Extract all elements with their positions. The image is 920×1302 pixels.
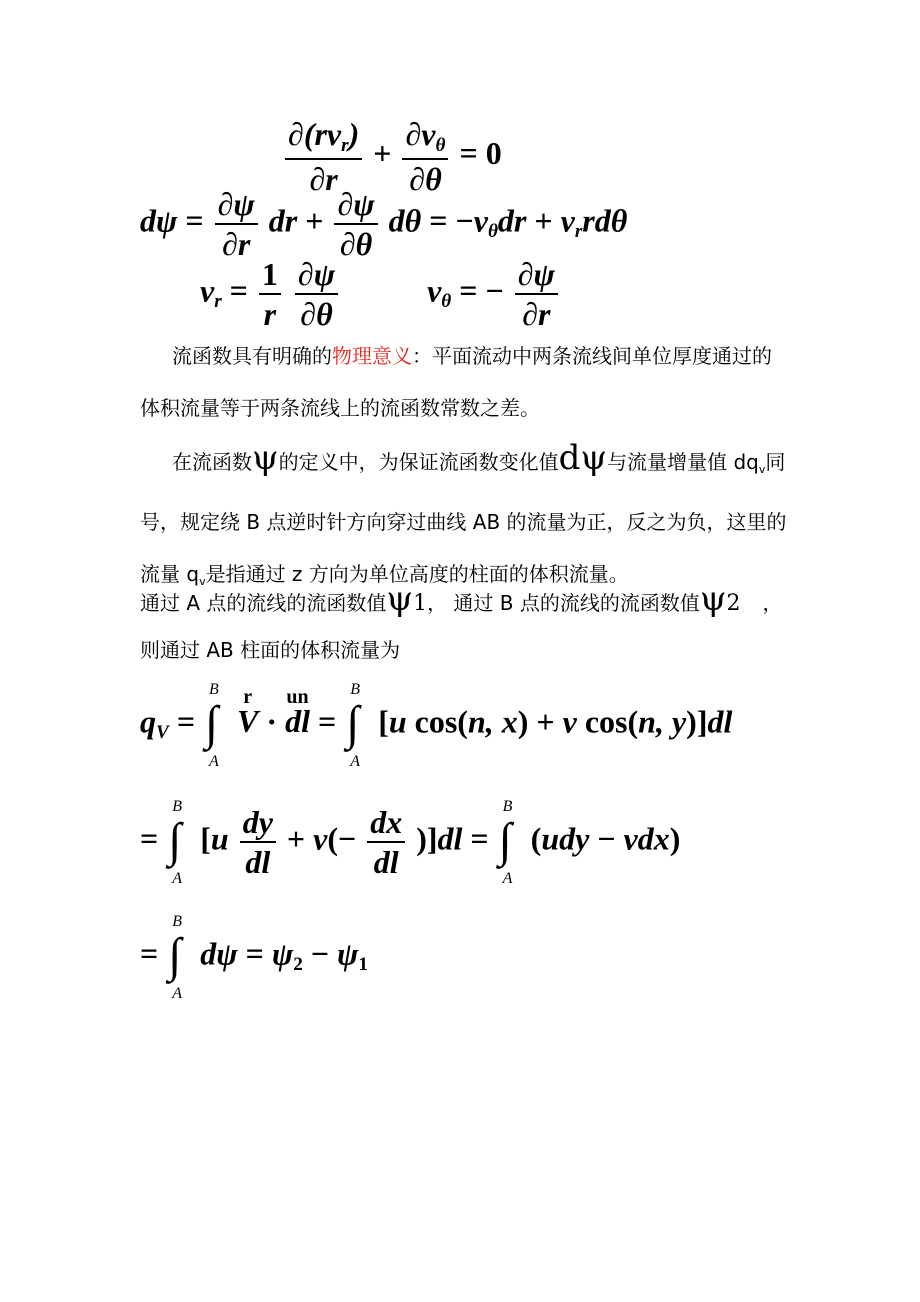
paragraph-text: 在流函数 — [172, 450, 252, 474]
flow-rate-paragraph — [140, 580, 790, 673]
psi-1-symbol: ψ — [386, 579, 414, 619]
paragraph-text: ， 通过 B 点的流线的流函数值 — [427, 591, 700, 615]
psi-2-subscript: 2 — [726, 591, 741, 616]
integral-lower-limit: A — [350, 753, 360, 770]
integral-lower-limit: A — [172, 985, 183, 1002]
integral-upper-limit: B — [350, 681, 360, 698]
paragraph-text: 的定义中，为保证流函数变化值 — [278, 450, 559, 474]
subscript-v: v — [199, 575, 206, 588]
flow-rate-integral: $q_V$ = B ∫ A V r · dl un = B ∫ A [u cos(n, x) + v cos(n, y)]dl — [140, 681, 733, 770]
dpsi-symbol: dψ — [558, 438, 608, 478]
vector-mark: r — [243, 686, 253, 709]
paragraph-text: 则通过 AB 柱面的体积流量为 — [140, 638, 401, 662]
paragraph-text: 流函数具有明确的 — [172, 344, 332, 368]
integral-lower-limit: A — [172, 870, 183, 887]
stream-function-differential: dψ = $\frac{\partial\psi}{\partial r}$ dr + $\frac{\partial\psi}{\partial\theta}$ $d\theta = -v_\theta dr + v_rrd\theta$ — [140, 186, 628, 262]
continuity-equation: $\frac{\partial(rv_r)}{\partial r}$ + $\frac{\partial v_\theta}{\partial\theta}$ = 0 — [282, 118, 502, 195]
psi-symbol: ψ — [252, 438, 279, 478]
physical-meaning-paragraph — [140, 330, 790, 434]
integral-upper-limit: B — [172, 798, 183, 815]
paragraph-text: 是指通过 z 方向为单位高度的柱面的体积流量。 — [205, 562, 629, 586]
flow-rate-expansion: = B ∫ A [u $\frac{dy}{dl}$ + v(− $\frac{dx}{dl}$ )]dl = B ∫ A (udy − vdx) — [140, 798, 681, 887]
flow-rate-result: = B ∫ A $d\psi = \psi_2 - \psi_1$ — [140, 913, 369, 1002]
integral-upper-limit: B — [502, 798, 513, 815]
velocity-components: $v_r$ = $\frac{1}{r}$ $\frac{\partial\psi}{\partial\theta}$ $v_\theta$ = − $\frac{\partial\psi}{\partial r}$ — [200, 258, 561, 330]
psi-2-symbol: ψ — [699, 579, 727, 619]
subscript-v: v — [758, 463, 766, 476]
paragraph-text: ， — [762, 591, 783, 615]
paragraph-text: 通过 A 点的流线的流函数值 — [140, 591, 387, 615]
vector-mark: un — [286, 686, 309, 709]
paragraph-text: ：平面流动中两条流线间单位厚度通过的体积流量等于两条流线上的流函数常数之差。 — [140, 344, 772, 420]
integral-lower-limit: A — [209, 753, 219, 770]
psi-1-subscript: 1 — [413, 591, 428, 616]
integral-upper-limit: B — [172, 913, 183, 930]
integral-upper-limit: B — [209, 681, 219, 698]
paragraph-text: 与流量增量值 dq — [607, 450, 759, 474]
integral-lower-limit: A — [502, 870, 513, 887]
physical-meaning-highlight: 物理意义 — [332, 344, 412, 368]
paragraph-text: 同号，规定绕 B 点逆时针方向穿过曲线 AB 的流量为正，反之为负，这里的流量 q — [140, 450, 787, 586]
